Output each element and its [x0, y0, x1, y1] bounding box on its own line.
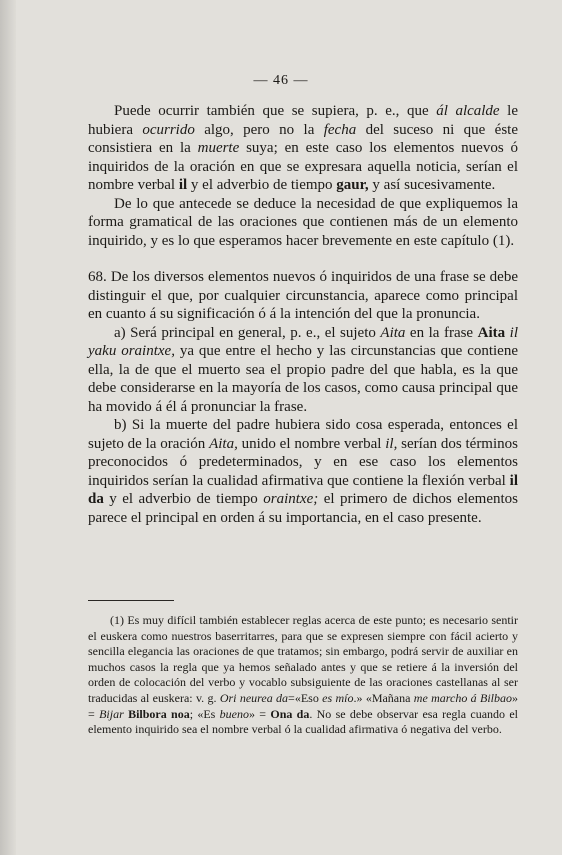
text-run: y así sucesivamente. [368, 177, 496, 193]
paragraph-3: 68. De los diversos elementos nuevos ó inquiridos de una frase se debe distinguir el que, por cualquier circunstancia, aparece como principal en cuanto á su significación ó á la intención del que la pronuncia. [88, 269, 518, 322]
bold-run: Ona da [270, 706, 310, 721]
text-run: » = [248, 706, 271, 721]
bold-run: Aita [477, 324, 506, 341]
footnote [88, 613, 518, 738]
text-run: algo, pero no la [194, 121, 324, 138]
italic-run: oraintxe; [263, 491, 319, 507]
italic-run: muerte [197, 140, 240, 156]
page-number: — 46 — [253, 73, 309, 88]
text-run: suya; en este caso los elementos nuevos ó inquiridos de la oración en que se expresara aquella noticia, serían el nombre verbal [88, 140, 518, 193]
text-run: del suceso ni que éste consistiera en la [88, 121, 518, 156]
bold-run: il [178, 177, 188, 193]
text-run: a) Será principal en general, p. e., el sujeto [114, 324, 381, 341]
text-run: b) Si la muerte del padre hubiera sido cosa esperada, entonces el sujeto de la oración [88, 417, 518, 452]
text-run: le hubiera [88, 103, 518, 138]
text-run: » = [88, 690, 518, 721]
text-run: serían dos términos preconocidos ó predeterminados, y en ese caso los elementos inquiridos serían la cualidad afirmativa que contiene la flexión verbal [88, 435, 518, 489]
text-run: en la frase [405, 324, 478, 341]
main-text [88, 102, 518, 527]
footnote-divider [88, 600, 174, 601]
bold-run: Bilbora noa [128, 706, 190, 721]
text-run: Puede ocurrir también que se supiera, p. e., que [114, 103, 437, 119]
text-run: el primero de dichos elementos parece el principal en orden á su importancia, en el caso presente. [88, 491, 518, 526]
italic-run: es mío [322, 690, 354, 705]
footnote-text [88, 613, 518, 738]
text-run: ya que entre el hecho y las circunstancias que contiene ella, la de que el muerto sea el propio padre del que habla, es la que debe considerarse en la mayoría de los casos, como causa principal que ha movido á él á pronunciar la frase. [88, 343, 518, 415]
text-run: unido el nombre verbal [237, 435, 386, 452]
italic-run: Bijar [99, 706, 124, 721]
text-run: y el adverbio de tiempo [103, 491, 264, 507]
italic-run: il yaku oraintxe, [88, 324, 518, 359]
italic-run: Aita [380, 324, 406, 341]
bold-run: il da [88, 472, 518, 507]
italic-run: Ori neurea da [219, 690, 289, 705]
paragraph-gap [88, 250, 518, 268]
paragraph-2: De lo que antecede se deduce la necesidad de que expliquemos la forma gramatical de las oraciones que contienen más de un elemento inquirido, y es lo que esperamos hacer brevemente en este capítulo (1). [88, 195, 518, 249]
italic-run: Aita, [209, 435, 238, 452]
text-run: .» «Mañana [353, 690, 414, 705]
text-run: . No se debe observar esa regla cuando el elemento inquirido sea el nombre verbal ó la cualidad afirmativa ó negativa del verbo. [88, 706, 518, 737]
page-edge-shadow [0, 0, 16, 855]
text-run: ; «Es [189, 706, 220, 721]
italic-run: ocurrido [142, 121, 195, 138]
text-run: =«Eso [288, 690, 323, 705]
paragraph-5 [88, 416, 518, 527]
bold-run: gaur, [336, 177, 369, 193]
italic-run: fecha [323, 121, 357, 138]
italic-run: bueno [219, 706, 249, 721]
italic-run: me marcho á Bilbao [413, 690, 512, 705]
paragraph-1 [88, 102, 518, 195]
text-run: (1) Es muy difícil también establecer reglas acerca de este punto; es necesario sentir el euskera como nuestros baserritarres, para que se expresen siempre con fácil acierto y sencilla elegancia las oraciones de que tratamos; sin embargo, podrá servir de auxiliar en muchos casos la regla que ya hemos señalado antes y que se retiere á la inversión del orden de colocación del verbo y vocablo subsiguiente de las oraciones castellanas al ser traducidas al euskera: v. g. [88, 613, 518, 705]
text-run: y el adverbio de tiempo [187, 177, 337, 193]
italic-run: ál alcalde [436, 103, 500, 119]
paragraph-4 [88, 324, 518, 417]
italic-run: il, [385, 435, 398, 452]
